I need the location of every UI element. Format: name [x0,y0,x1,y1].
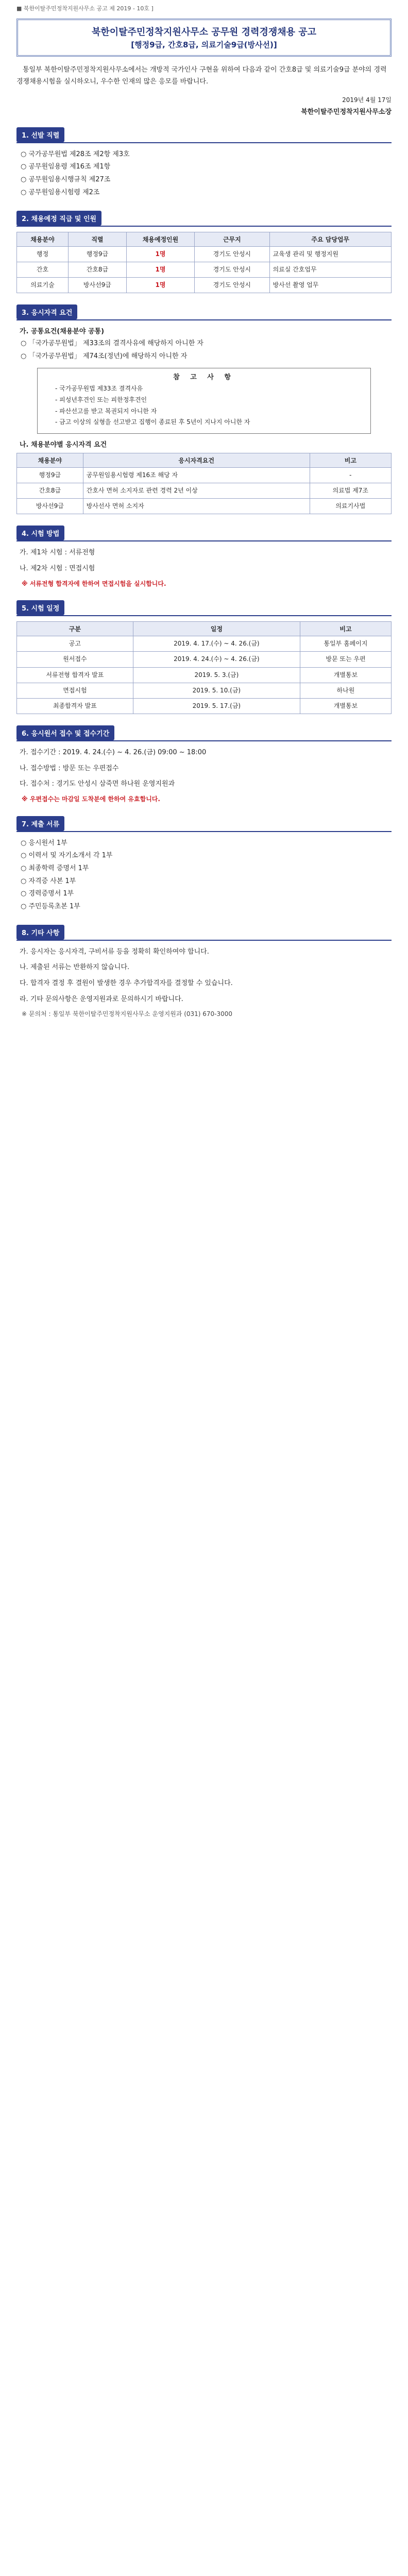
table-header: 구분 [17,622,133,636]
section-1 [16,127,392,199]
table-row: 최종합격자 발표 2019. 5. 17.(금) 개별통보 [17,698,392,714]
section-8-heading: 8. 기타 사항 [16,925,64,940]
s6-item: 다. 접수처 : 경기도 안성시 삼죽면 하나원 운영지원과 [20,780,175,788]
list-item: ○ 공무원임용시험령 제2조 [21,188,100,196]
section-7 [16,816,392,913]
table-header: 응시자격요건 [83,453,310,467]
s4-item: 나. 제2차 시험 : 면접시험 [20,565,95,573]
section-5-heading: 5. 시험 일정 [16,600,64,615]
table-header: 비고 [300,622,391,636]
qualification-table [16,453,392,515]
table-row: 면접시험 2019. 5. 10.(금) 하나원 [17,683,392,698]
section-6 [16,725,392,804]
section-4 [16,526,392,589]
list-item: ○ 응시원서 1부 [21,839,67,847]
s6-item: 나. 접수방법 : 방문 또는 우편접수 [20,764,119,772]
s6-item: 가. 접수기간 : 2019. 4. 24.(수) ~ 4. 26.(금) 09:00 ~ 18:00 [20,749,207,757]
contact-note: ※ 문의처 : 통일부 북한이탈주민정착지원사무소 운영지원과 (031) 670-3000 [22,1010,233,1018]
list-item: ○ 주민등록초본 1부 [21,903,80,910]
list-item: - 파산선고를 받고 복권되지 아니한 자 [55,407,157,415]
reference-box-title: 참 고 사 항 [173,374,235,382]
s3-subheading-a: 가. 공통요건(채용분야 공통) [20,328,105,336]
notice-number: ■ 북한이탈주민정착지원사무소 공고 제 2019 - 10호 ] [16,5,154,12]
s8-item: 라. 기타 문의사항은 운영지원과로 문의하시기 바랍니다. [20,995,183,1003]
table-header: 직렬 [68,232,126,246]
reference-list [55,383,365,428]
notice-date: 2019년 4월 17일 [342,96,392,104]
s6-note: ※ 우편접수는 마감일 도착분에 한하여 유효합니다. [22,795,160,803]
list-item: ○ 국가공무원법 제28조 제2항 제3호 [21,150,130,158]
s1-list [21,148,392,199]
section-3 [16,304,392,514]
s8-item: 나. 제출된 서류는 반환하지 않습니다. [20,963,130,972]
section-2 [16,211,392,294]
list-item: - 피성년후견인 또는 피한정후견인 [55,396,147,404]
table-header: 채용분야 [17,232,69,246]
section-1-heading: 1. 선발 직렬 [16,127,64,142]
s3-list [21,337,392,363]
section-5 [16,600,392,714]
table-header: 주요 담당업무 [269,232,391,246]
table-row: 서류전형 합격자 발표 2019. 5. 3.(금) 개별통보 [17,667,392,683]
table-row: 간호 간호8급 1명 경기도 안성시 의료실 간호업무 [17,262,392,277]
table-header: 채용분야 [17,453,83,467]
intro-paragraph: 통일부 북한이탈주민정착지원사무소에서는 개방적 국가인사 구현을 위하여 다음과 같이 간호8급 및 의료기술9급 분야의 경력경쟁채용시험을 실시하오니, 우수한 인재의 많은 응모를 바랍니다. [16,66,387,86]
s8-item: 가. 응시자는 응시자격, 구비서류 등을 정확히 확인하여야 합니다. [20,947,209,956]
s3-subheading-b: 나. 채용분야별 응시자격 요건 [20,440,107,449]
s4-note: ※ 서류전형 합격자에 한하여 면접시험을 실시합니다. [22,580,166,587]
s7-list [21,837,392,913]
list-item: ○ 공무원임용령 제16조 제1항 [21,163,111,171]
notice-page [8,0,400,1032]
s4-item: 가. 제1차 시험 : 서류전형 [20,549,95,557]
table-row: 간호8급 간호사 면허 소지자로 관련 경력 2년 이상 의료법 제7조 [17,483,392,499]
list-item: ○ 이력서 및 자기소개서 각 1부 [21,852,113,860]
list-item: ○ 「국가공무원법」 제33조의 결격사유에 해당하지 아니한 자 [21,340,203,348]
page-title: 북한이탈주민정착지원사무소 공무원 경력경쟁채용 공고 [91,27,317,38]
s8-item: 다. 합격자 결정 후 결원이 발생한 경우 추가합격자를 결정할 수 있습니다. [20,979,233,988]
list-item: ○ 최종학력 증명서 1부 [21,864,89,872]
table-row: 방사선9급 방사선사 면허 소지자 의료기사법 [17,499,392,514]
table-header: 채용예정인원 [126,232,194,246]
table-row: 공고 2019. 4. 17.(수) ~ 4. 26.(금) 통일부 홈페이지 [17,636,392,652]
table-row: 의료기술 방사선9급 1명 경기도 안성시 방사선 촬영 업무 [17,277,392,293]
section-3-heading: 3. 응시자격 요건 [16,304,77,319]
list-item: ○ 「국가공무원법」 제74조(정년)에 해당하지 아니한 자 [21,352,188,360]
list-item: ○ 경력증명서 1부 [21,890,74,898]
table-row: 행정9급 공무원임용시험령 제16조 해당 자 - [17,467,392,483]
table-header: 근무지 [195,232,269,246]
section-6-heading: 6. 응시원서 접수 및 접수기간 [16,725,114,740]
section-2-heading: 2. 채용예정 직급 및 인원 [16,211,101,226]
list-item: ○ 자격증 사본 1부 [21,877,76,885]
table-row: 원서접수 2019. 4. 24.(수) ~ 4. 26.(금) 방문 또는 우편 [17,652,392,667]
table-header: 비고 [310,453,391,467]
section-7-heading: 7. 제출 서류 [16,816,64,831]
section-4-heading: 4. 시험 방법 [16,526,64,540]
list-item: ○ 공무원임용시행규칙 제27조 [21,176,111,184]
table-row: 행정 행정9급 1명 경기도 안성시 교육생 관리 및 행정지원 [17,246,392,262]
table-header: 일정 [133,622,300,636]
section-8 [16,925,392,1020]
positions-table [16,232,392,294]
list-item: - 국가공무원법 제33조 결격사유 [55,385,143,393]
issuer: 북한이탈주민정착지원사무소장 [301,108,392,116]
title-box [16,19,392,57]
page-subtitle: [행정9급, 간호8급, 의료기술9급(방사선)] [131,40,277,49]
schedule-table [16,621,392,714]
list-item: - 금고 이상의 실형을 선고받고 집행이 종료된 후 5년이 지나지 아니한 자 [55,418,250,426]
reference-box [37,368,371,433]
